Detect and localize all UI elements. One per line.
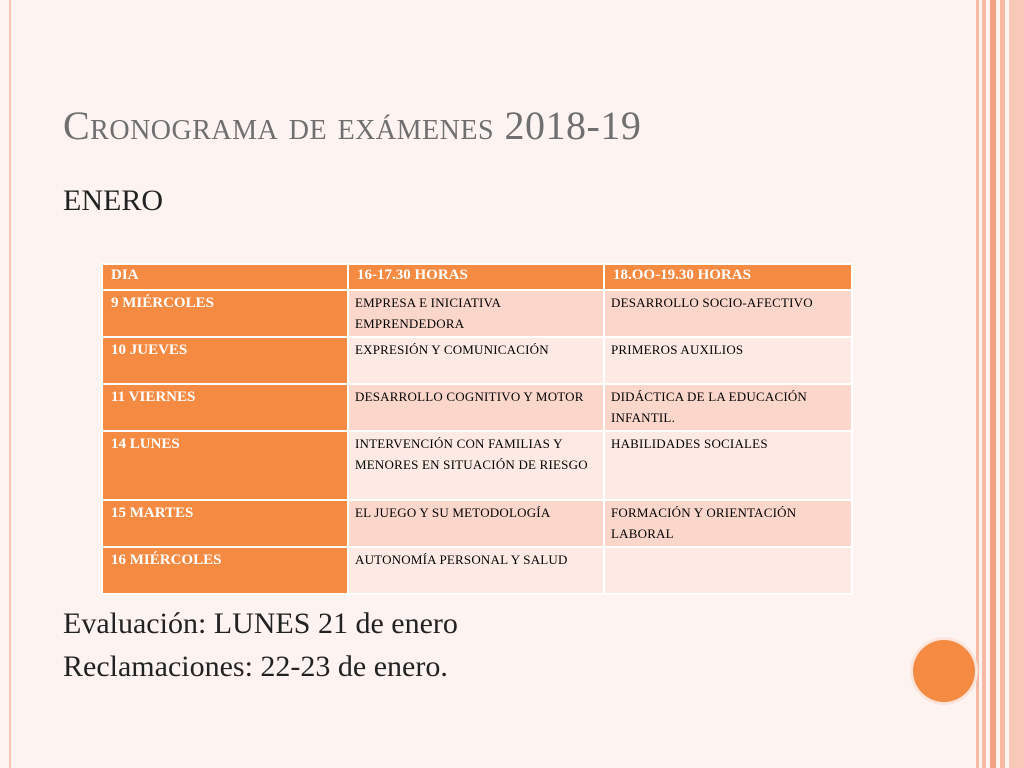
header-slot-2: 18.OO-19.30 HORAS (604, 264, 852, 290)
month-heading: ENERO (63, 184, 163, 217)
evaluation-date: Evaluación: LUNES 21 de enero (63, 607, 458, 640)
stripe (982, 0, 986, 768)
slot-2-cell: HABILIDADES SOCIALES (604, 431, 852, 500)
slot-2-cell: PRIMEROS AUXILIOS (604, 337, 852, 384)
slot-2-cell: FORMACIÓN Y ORIENTACIÓN LABORAL (604, 500, 852, 547)
day-cell: 15 MARTES (102, 500, 348, 547)
table-row (102, 337, 852, 384)
right-decorative-stripes (976, 0, 1024, 768)
slot-1-cell: DESARROLLO COGNITIVO Y MOTOR (348, 384, 604, 431)
slot-1-cell: INTERVENCIÓN CON FAMILIAS Y MENORES EN SITUACIÓN DE RIESGO (348, 431, 604, 500)
table-row (102, 384, 852, 431)
table-row (102, 547, 852, 594)
stripe (1000, 0, 1005, 768)
table-row (102, 431, 852, 500)
slide-title: Cronograma de exámenes 2018-19 (63, 103, 642, 148)
table-row (102, 500, 852, 547)
stripe (1009, 0, 1024, 768)
header-slot-1: 16-17.30 HORAS (348, 264, 604, 290)
slot-1-cell: EXPRESIÓN Y COMUNICACIÓN (348, 337, 604, 384)
slot-1-cell: AUTONOMÍA PERSONAL Y SALUD (348, 547, 604, 594)
day-cell: 11 VIERNES (102, 384, 348, 431)
exam-schedule-table (101, 263, 853, 595)
slot-1-cell: EL JUEGO Y SU METODOLOGÍA (348, 500, 604, 547)
header-day: DIA (102, 264, 348, 290)
table-row (102, 290, 852, 337)
stripe (990, 0, 996, 768)
stripe (976, 0, 979, 768)
day-cell: 16 MIÉRCOLES (102, 547, 348, 594)
claims-dates: Reclamaciones: 22-23 de enero. (63, 650, 448, 683)
day-cell: 14 LUNES (102, 431, 348, 500)
table-header-row (102, 264, 852, 290)
day-cell: 10 JUEVES (102, 337, 348, 384)
left-border-line (9, 0, 11, 768)
slot-1-cell: EMPRESA E INICIATIVA EMPRENDEDORA (348, 290, 604, 337)
day-cell: 9 MIÉRCOLES (102, 290, 348, 337)
slot-2-cell: DESARROLLO SOCIO-AFECTIVO (604, 290, 852, 337)
decorative-circle (913, 640, 975, 702)
slot-2-cell (604, 547, 852, 594)
slot-2-cell: DIDÁCTICA DE LA EDUCACIÓN INFANTIL. (604, 384, 852, 431)
